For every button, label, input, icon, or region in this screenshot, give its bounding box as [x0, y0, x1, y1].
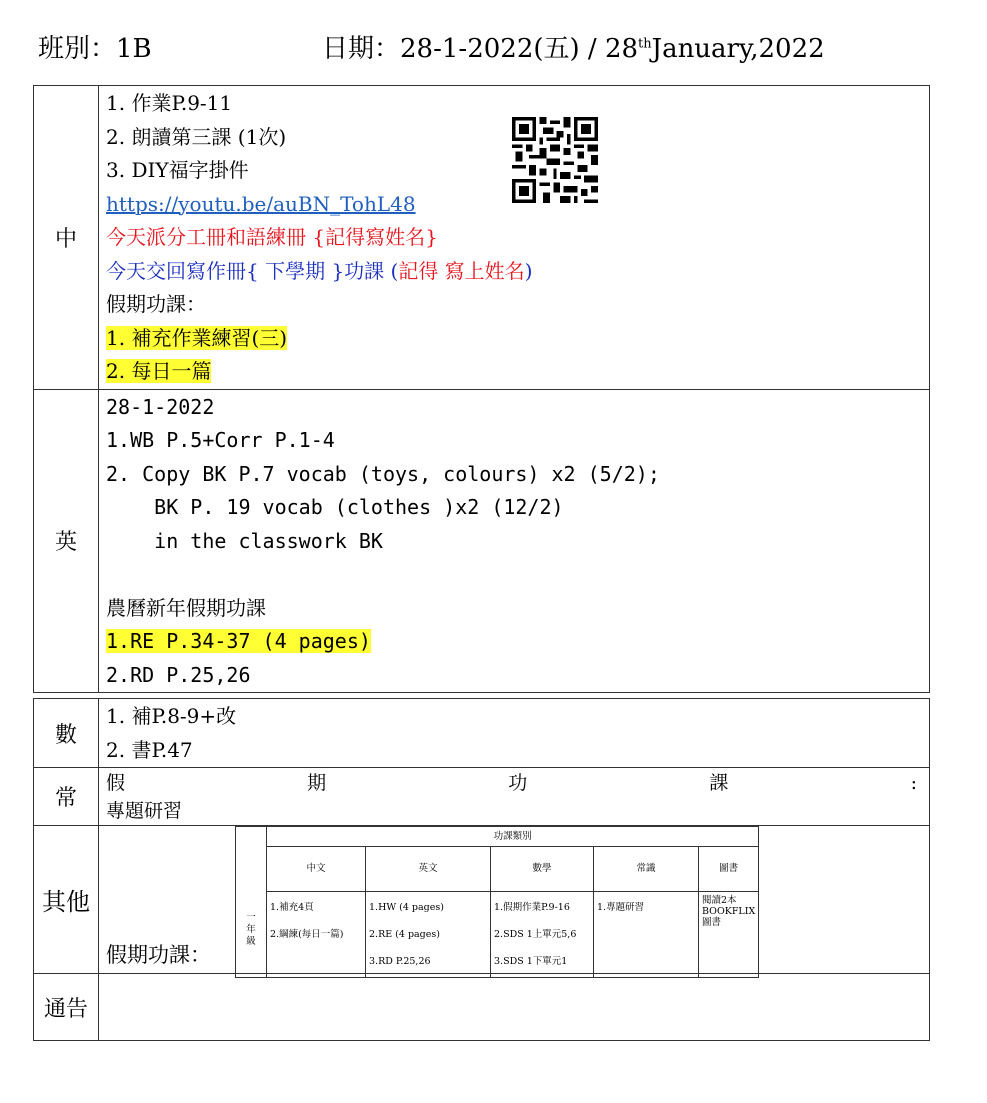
date-label: 日期：28-1-2022(五) / 28thJanuary,2022: [322, 34, 825, 64]
chinese-holiday-title: 假期功課：: [106, 292, 206, 316]
cell-math: 1.假期作業P.9-16 2.SDS 1上單元5,6 3.SDS 1下單元1: [491, 892, 594, 978]
homework-table-bottom: [33, 698, 930, 1041]
math-content: [99, 699, 930, 768]
subject-math: 數: [34, 699, 99, 768]
chinese-blue-notice: 今天交回寫作冊{ 下學期 }功課 (記得 寫上姓名): [106, 258, 533, 283]
subject-notice: 通告: [34, 974, 99, 1041]
gs-content: [99, 768, 930, 826]
english-line-1: 1.WB P.5+Corr P.1-4: [106, 428, 335, 452]
gs-line-1: 假 期 功 課 :: [106, 772, 917, 794]
subject-english: 英: [34, 389, 99, 693]
col-math: 數學: [491, 847, 594, 892]
cell-books: 閱讀2本 BOOKFLIX 圖書: [699, 892, 759, 978]
youtube-link[interactable]: https://youtu.be/auBN_TohL48: [106, 191, 416, 216]
english-date: 28-1-2022: [106, 394, 215, 419]
col-chinese: 中文: [267, 847, 366, 892]
col-books: 圖書: [699, 847, 759, 892]
row-english: [34, 389, 930, 693]
col-gs: 常識: [594, 847, 699, 892]
qr-code-icon: [512, 117, 598, 203]
chinese-line-2: 2. 朗讀第三課 (1次): [106, 124, 287, 149]
english-content: [99, 389, 930, 693]
chinese-line-1: 1. 作業P.9-11: [106, 91, 233, 115]
holiday-summary-table: [235, 826, 759, 978]
subject-chinese: 中: [34, 86, 99, 390]
cell-chinese: 1.補充4頁 2.綱練(每日一篇): [267, 892, 366, 978]
math-line-2: 2. 書P.47: [106, 737, 193, 762]
cell-gs: 1.專題研習: [594, 892, 699, 978]
subject-gs: 常: [34, 768, 99, 826]
chinese-holiday-2: 2. 每日一篇: [106, 359, 212, 383]
row-math: [34, 699, 930, 768]
table-caption: 功課類別: [267, 827, 759, 847]
chinese-red-notice: 今天派分工冊和語練冊 {記得寫姓名}: [106, 225, 438, 249]
english-line-2: 2. Copy BK P.7 vocab (toys, colours) x2 (5/2);: [106, 461, 660, 486]
col-english: 英文: [366, 847, 491, 892]
others-holiday-label: 假期功課：: [106, 943, 211, 967]
chinese-line-3: 3. DIY福字掛件: [106, 158, 249, 182]
class-label: 班別：1B: [38, 34, 152, 64]
row-gs: [34, 768, 930, 826]
row-notice: [34, 974, 930, 1041]
notice-content: [99, 974, 930, 1041]
row-chinese: [34, 86, 930, 390]
english-holiday-2: 2.RD P.25,26: [106, 662, 251, 687]
row-others: [34, 826, 930, 974]
english-holiday-title: 農曆新年假期功課: [106, 595, 266, 620]
gs-line-2: 專題研習: [106, 800, 183, 822]
chinese-holiday-1: 1. 補充作業練習(三): [106, 325, 288, 350]
english-line-4: in the classwork BK: [106, 528, 383, 553]
grade-cell: 一年級: [236, 827, 267, 978]
english-line-3: BK P. 19 vocab (clothes )x2 (12/2): [106, 495, 564, 519]
subject-others: 其他: [34, 826, 99, 974]
math-line-1: 1. 補P.8-9+改: [106, 704, 237, 728]
others-content: [99, 826, 930, 974]
cell-english: 1.HW (4 pages) 2.RE (4 pages) 3.RD P.25,26: [366, 892, 491, 978]
homework-table-top: [33, 85, 930, 693]
english-holiday-1: 1.RE P.34-37 (4 pages): [106, 629, 371, 653]
